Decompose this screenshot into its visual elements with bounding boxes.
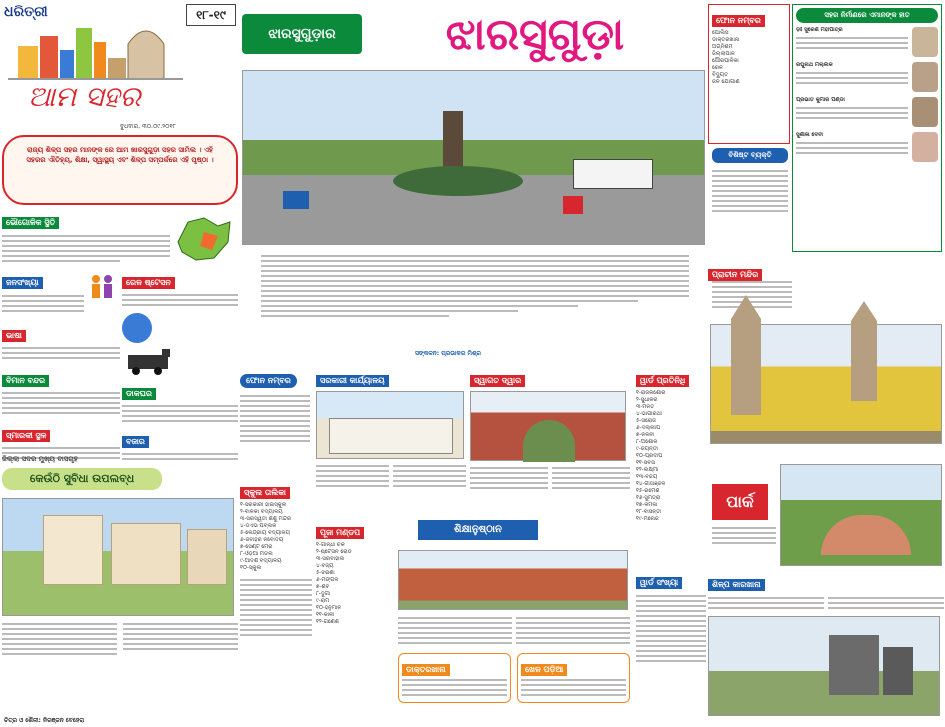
list-item xyxy=(712,65,786,72)
phone-label: ବିଦ୍ୟୁତ xyxy=(712,72,728,78)
population-heading: ଜନସଂଖ୍ୟା xyxy=(2,277,43,289)
list-item: ୯-ଆଦର୍ଶ ବିଦ୍ୟାଳୟ xyxy=(240,558,282,564)
phone-label: ରେଳ xyxy=(712,65,723,71)
list-item: ୧୧-ସବିତା xyxy=(636,460,656,466)
list-item: ୧୫-ରମେଶ xyxy=(636,488,660,494)
list-item: ୧୦-ସ୍କୁଲ xyxy=(240,565,262,571)
list-item: ୪-ଡିଏଭି ପବ୍ଲିକ xyxy=(240,523,277,529)
article-credit: ସଙ୍କଳନ: ପ୍ରଭାକର ମିଶ୍ର xyxy=(415,350,481,357)
list-item: ୮-ଦୁର୍ଗା xyxy=(316,591,331,597)
banner xyxy=(242,0,705,70)
avatar xyxy=(912,132,938,162)
office-photo xyxy=(316,391,464,459)
list-item: ୪-ବିଜ୍ୟ xyxy=(316,563,334,569)
district-map-icon xyxy=(174,212,234,264)
person-name: ଡ଼ଃ ସୁରେଶ ମହାପାତ୍ର xyxy=(796,27,843,33)
avatar xyxy=(912,62,938,92)
phone-label: ଜିଲ୍ଲାପାଳ xyxy=(712,51,735,57)
population-section xyxy=(2,270,120,450)
list-item: ୪-ଭାଗୀରଥୀ xyxy=(636,411,662,417)
banner-kicker: ଝାରସୁଗୁଡ଼ାର xyxy=(242,14,362,54)
phone-list-heading: ଫୋନ ନମ୍ବର xyxy=(240,374,297,388)
avatar xyxy=(912,27,938,57)
list-item: ୧୬-ସୁମିତ୍ରା xyxy=(636,495,661,501)
people-label-box xyxy=(712,148,788,248)
date-line: ବୁଧବାର, ୩୦.୦୯.୨୦୧୮ xyxy=(120,123,176,130)
sports-heading: ଖେଳ ପଡ଼ିଆ xyxy=(521,664,567,676)
gate-heading: ସ୍ୱାଗତ ଦ୍ୱାର xyxy=(470,375,525,387)
phone-label: ଜଳ ଯୋଗାଣ xyxy=(712,79,740,85)
school-list-heading: ସ୍କୁଲ ତାଲିକା xyxy=(240,487,290,499)
hospital-heading: ଡାକ୍ତରଖାନା xyxy=(402,664,450,676)
coin-icon xyxy=(122,313,152,343)
page-number: ୧୮-୧୯ xyxy=(186,4,236,26)
market-heading: ବଜାର xyxy=(122,436,149,448)
list-item: ୧୨-ଗଣେଶ xyxy=(316,619,339,625)
airport-heading: ବିମାନ ବନ୍ଦର xyxy=(2,375,49,387)
list-item: ୧୩-ବିଜୟ xyxy=(636,474,658,480)
list-item: ୧୨-ଲକ୍ଷ୍ମୀ xyxy=(636,467,659,473)
list-item: ୨-ସୁଧାକର xyxy=(636,397,658,403)
housing-subtitle: ଜିଲ୍ଲା ସଦର ମୁଖ୍ୟ ବାସଗୃହ xyxy=(2,455,78,463)
housing-heading: କେଉଁଠି ସୁବିଧା ଉପଲବ୍ଧ xyxy=(2,468,162,490)
list-item: ୩-ମିନତି xyxy=(636,404,655,410)
people-label: ବିଶିଷ୍ଟ ବ୍ୟକ୍ତି xyxy=(712,148,788,163)
list-item: ୬-ମଙ୍ଗଳ xyxy=(316,577,339,583)
city-square-photo xyxy=(242,70,705,245)
list-item xyxy=(712,37,786,44)
list-item: ୯-ରାମ xyxy=(316,598,330,604)
list-item: ୭-ନଳିନୀ xyxy=(636,432,655,438)
list-item: ୩-ସରସ୍ୱତୀ ଶିଶୁ ମନ୍ଦିର xyxy=(240,516,292,522)
masthead xyxy=(0,0,240,155)
list-item: ୩-ସରବାହାଲ xyxy=(316,556,345,562)
list-item xyxy=(712,79,786,86)
plant-heading: ଶିଳ୍ପ କାରଖାନା xyxy=(708,579,765,591)
list-item: ୮-ଓଡ଼ିଆ ମିଡିଲ xyxy=(240,551,273,557)
wards-heading: ୱାର୍ଡ ସଂଖ୍ୟା xyxy=(636,577,682,589)
list-item: ୯-ଜୟନ୍ତୀ xyxy=(636,446,658,452)
temple-heading: ପ୍ରାଚୀନ ମନ୍ଦିର xyxy=(708,269,762,281)
train-icon xyxy=(122,347,182,377)
rail-heading: ରେଳ ଷ୍ଟେସନ xyxy=(122,277,175,289)
intro-banner xyxy=(2,135,238,205)
phone-box-heading: ଫୋନ ନମ୍ବର xyxy=(712,15,765,27)
school-list-items xyxy=(240,502,312,572)
list-item: ୧୪-ଗୀତାଞ୍ଜଳି xyxy=(636,481,666,487)
list-item: ୧-ସରକାରୀ ହାଇସ୍କୁଲ xyxy=(240,502,287,508)
school-section xyxy=(398,520,630,725)
list-item: ୨-ବାଳିକା ବିଦ୍ୟାଳୟ xyxy=(240,509,283,515)
statue-heading: ସ୍ମାରକୀ ସ୍ଥଳ xyxy=(2,430,50,442)
list-item: ୮-ଅଶୋକ xyxy=(636,439,658,445)
list-item xyxy=(712,44,786,51)
list-item: ୭-ଶିବ xyxy=(316,584,330,590)
phone-label: ଡାକ୍ତରଖାନା xyxy=(712,37,740,43)
phone-box xyxy=(708,4,790,144)
city-skyline-illustration xyxy=(8,22,183,80)
housing-photo xyxy=(2,498,234,616)
language-heading: ଭାଷା xyxy=(2,330,26,342)
temple-section xyxy=(708,262,944,450)
list-item: ୨-ଷ୍ଟେସନ ରୋଡ xyxy=(316,549,352,555)
list-item: ୬-ଦିଲ୍ଲୀପ xyxy=(636,425,661,431)
school-heading: ଶିକ୍ଷାନୁଷ୍ଠାନ xyxy=(418,520,538,540)
list-item: ୧୯-ମନୋଜ xyxy=(636,516,659,522)
phone-label: ଅଗ୍ନିଶମ xyxy=(712,44,733,50)
office-heading: ସରକାରୀ କାର୍ଯ୍ୟାଳୟ xyxy=(316,375,389,387)
post-office-heading: ଡାକଘର xyxy=(122,388,156,400)
temple-photo xyxy=(710,324,942,444)
list-item: ୧-ରାଜକିଶୋର xyxy=(636,390,666,396)
section-title: ଆମ ସହର xyxy=(28,80,141,113)
people-panel xyxy=(792,4,942,252)
list-item: ୫-ସରୋଜ xyxy=(636,418,656,424)
people-panel-heading: ସହର ନିର୍ମାଣରେ ଏମାନଙ୍କ ହାତ xyxy=(796,8,938,23)
plant-section xyxy=(708,572,944,725)
bottom-left-credit: ଚିତ୍ର ଓ ଶୈଳୀ: ନିରଞ୍ଜନ ବେହେରା xyxy=(4,717,85,724)
list-item: ୧-ଗାନ୍ଧୀ ଚକ xyxy=(316,542,345,548)
list-item: ୧୦-ପ୍ରଦୀପ xyxy=(636,453,663,459)
banner-headline: ଝାରସୁଗୁଡ଼ା xyxy=(445,9,625,60)
list-item: ୧୮-ବାସନ୍ତୀ xyxy=(636,509,662,515)
phone-list xyxy=(240,368,310,478)
park-photo xyxy=(780,464,942,566)
intro-text: ରାଜ୍ୟ ଶିଳ୍ପ ସହର ମାନଙ୍କ ରେ ଆମ ଖାରସୁଗୁଡ଼ା ସହର ସାମିଲ । ଏହି ସହରର ଐତିହ୍ୟ, ଶିକ୍ଷା, ସ୍ୱାସ୍ଥ୍ୟ ଏବଂ ଶିଳ୍ପ ସମ୍ପର୍କରେ ଏହି ପୃଷ୍ଠା । xyxy=(26,146,214,164)
wards-section xyxy=(636,570,706,725)
phone-label: ପୋଲିସ xyxy=(712,30,729,36)
ward-list-heading: ୱାର୍ଡ ପ୍ରତିନିଧି xyxy=(636,375,689,387)
avatar xyxy=(912,97,938,127)
park-heading: ପାର୍କ xyxy=(712,484,768,520)
school-photo xyxy=(398,550,628,610)
person-name: ପ୍ରଭାତ କୁମାର ପଣ୍ଡା xyxy=(796,97,845,103)
list-item xyxy=(712,30,786,37)
phone-label: ପୌରପାଳିକା xyxy=(712,58,739,64)
main-article xyxy=(255,248,695,360)
rail-section xyxy=(122,270,238,450)
list-item xyxy=(712,72,786,79)
list-item: ୭-ସେଣ୍ଟ ମେରି xyxy=(240,544,273,550)
list-item: ୧୭-କମଳା xyxy=(636,502,658,508)
list-item: ୫-କେନ୍ଦ୍ରୀୟ ବିଦ୍ୟାଳୟ xyxy=(240,530,290,536)
gate-photo xyxy=(470,391,626,461)
office-section xyxy=(316,368,466,518)
person-name: ସୁଶୀଳା ଦେବୀ xyxy=(796,132,823,138)
people-icon xyxy=(88,272,118,302)
park-section xyxy=(708,460,944,570)
geography-section xyxy=(2,210,238,270)
housing-section xyxy=(2,455,238,727)
list-item xyxy=(712,51,786,58)
list-item: ୫-ଝରଣା xyxy=(316,570,335,576)
list-item: ୬-ଜବାହର ନବୋଦୟ xyxy=(240,537,284,543)
list-item xyxy=(712,58,786,65)
school-list xyxy=(240,480,312,727)
puja-list-heading: ପୂଜା ମଣ୍ଡପ xyxy=(316,527,364,539)
plant-photo xyxy=(708,616,940,716)
list-item: ୧୦-ହନୁମାନ xyxy=(316,605,341,611)
brand-logo: ଧରିତ୍ରୀ xyxy=(4,4,48,20)
puja-list xyxy=(316,520,396,725)
gate-section xyxy=(470,368,630,518)
list-item: ୧୧-କାଳୀ xyxy=(316,612,335,618)
geography-heading: ଭୌଗୋଳିକ ସ୍ଥିତି xyxy=(2,217,59,229)
person-name: ରଘୁନାଥ ମଲ୍ଲିକ xyxy=(796,62,833,68)
ward-list xyxy=(636,368,706,568)
